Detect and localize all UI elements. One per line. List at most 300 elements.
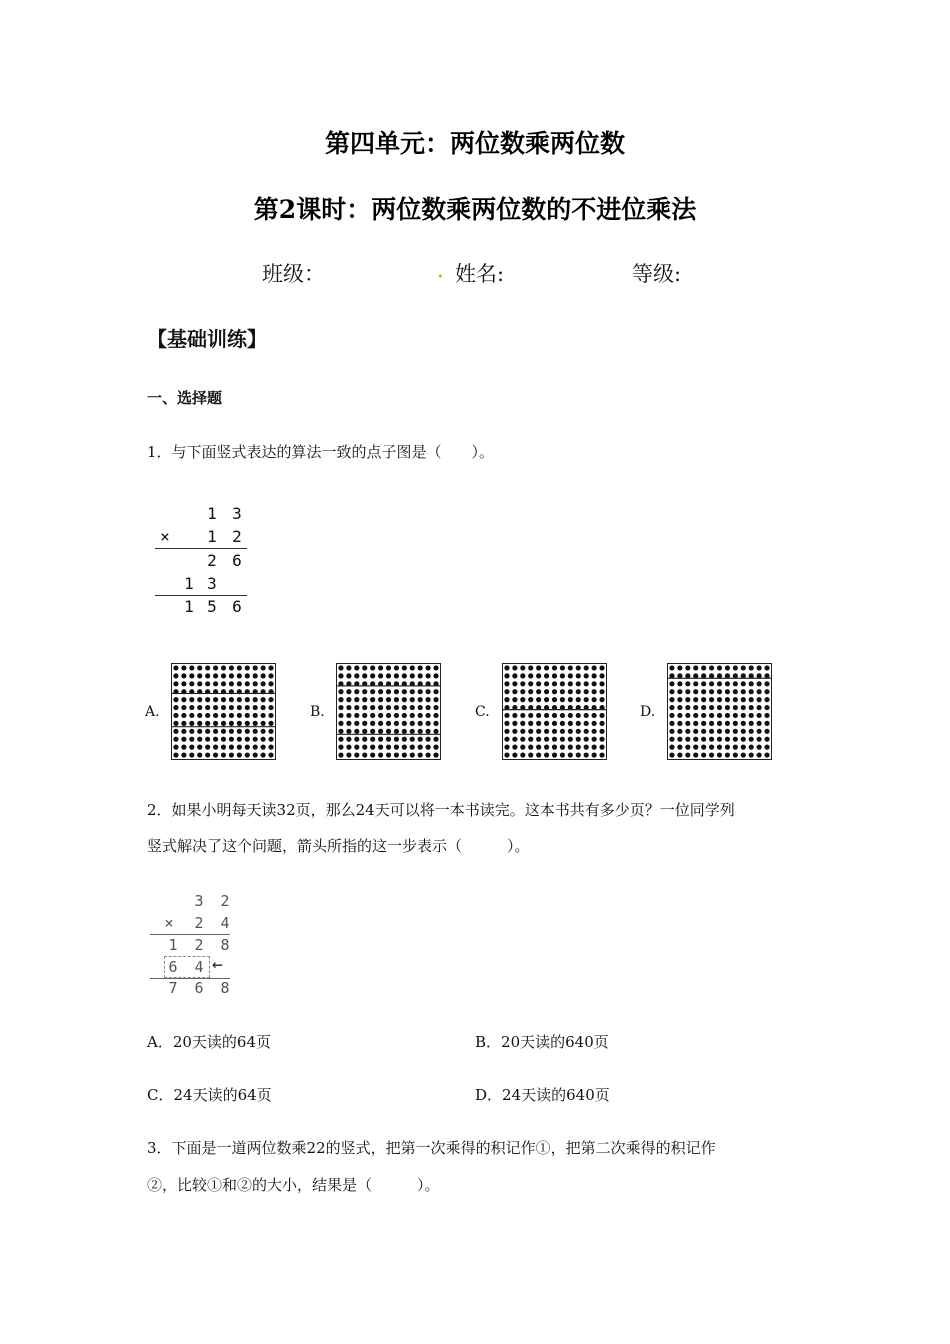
dot — [213, 681, 218, 686]
dot — [568, 665, 573, 670]
dot — [576, 752, 581, 757]
dot — [568, 689, 573, 694]
dot — [189, 705, 194, 710]
dot — [426, 689, 431, 694]
dot — [764, 689, 769, 694]
dot — [560, 729, 565, 734]
dot — [205, 681, 210, 686]
dot — [213, 665, 218, 670]
q1-digit: 3 — [207, 574, 217, 593]
dot — [338, 665, 343, 670]
dot — [410, 705, 415, 710]
multiply-sign: × — [160, 527, 170, 546]
dot — [402, 673, 407, 678]
dot-pattern — [337, 664, 440, 759]
dot-grid-c[interactable] — [502, 663, 607, 760]
dot — [520, 697, 525, 702]
dot — [189, 721, 194, 726]
dot — [253, 721, 258, 726]
dot — [576, 689, 581, 694]
dot — [386, 689, 391, 694]
dot — [338, 705, 343, 710]
dot — [520, 673, 525, 678]
dot — [402, 729, 407, 734]
dot — [592, 673, 597, 678]
dot — [378, 752, 383, 757]
dot — [181, 665, 186, 670]
q2-option-b[interactable]: B．20天读的640页 — [475, 1033, 609, 1051]
dot — [757, 665, 762, 670]
dot — [725, 745, 730, 750]
dot — [418, 737, 423, 742]
dot — [386, 745, 391, 750]
dot — [599, 681, 604, 686]
dot — [512, 665, 517, 670]
dot — [394, 689, 399, 694]
dot — [560, 752, 565, 757]
dot — [544, 697, 549, 702]
dot — [749, 713, 754, 718]
dot — [749, 705, 754, 710]
dot — [544, 721, 549, 726]
q2-vertical-calc — [148, 890, 258, 1000]
dot — [512, 697, 517, 702]
dot — [205, 665, 210, 670]
dot — [733, 681, 738, 686]
dot — [229, 713, 234, 718]
dot — [552, 673, 557, 678]
dot — [253, 665, 258, 670]
dot — [418, 673, 423, 678]
dot — [354, 729, 359, 734]
q1-digit: 5 — [207, 597, 217, 616]
dot — [253, 713, 258, 718]
dot — [426, 697, 431, 702]
dot — [197, 729, 202, 734]
dot — [685, 665, 690, 670]
grade-label: 等级: — [632, 262, 682, 286]
q1-digit: 1 — [184, 574, 194, 593]
dot — [709, 752, 714, 757]
q2-option-c[interactable]: C．24天读的64页 — [147, 1086, 272, 1104]
dot — [426, 745, 431, 750]
dot — [253, 729, 258, 734]
dot — [173, 697, 178, 702]
dot — [229, 721, 234, 726]
dot — [599, 697, 604, 702]
option-c-label[interactable]: C. — [475, 704, 490, 720]
dot — [346, 705, 351, 710]
dot — [370, 689, 375, 694]
dot — [394, 752, 399, 757]
dot — [528, 745, 533, 750]
dot — [512, 745, 517, 750]
dot — [213, 705, 218, 710]
dot — [261, 697, 266, 702]
dot — [669, 665, 674, 670]
dot — [677, 689, 682, 694]
dot — [717, 689, 722, 694]
dot — [245, 705, 250, 710]
dot — [520, 752, 525, 757]
dot — [229, 681, 234, 686]
dot — [544, 745, 549, 750]
dot — [693, 689, 698, 694]
dot — [268, 705, 273, 710]
dot — [568, 752, 573, 757]
dot — [749, 665, 754, 670]
q2-digit: 8 — [220, 979, 230, 997]
dot — [229, 673, 234, 678]
dot — [749, 721, 754, 726]
dot — [402, 752, 407, 757]
dot — [173, 729, 178, 734]
dot — [354, 737, 359, 742]
dot — [354, 689, 359, 694]
dot — [520, 713, 525, 718]
dot — [504, 665, 509, 670]
dot — [560, 721, 565, 726]
dot — [576, 665, 581, 670]
dot — [599, 689, 604, 694]
dot-pattern — [503, 664, 606, 759]
question-2-line-2: 竖式解决了这个问题，箭头所指的这一步表示（ ）。 — [147, 837, 530, 855]
q1-digit: 2 — [207, 551, 217, 570]
dot — [552, 681, 557, 686]
dot — [338, 713, 343, 718]
dot — [709, 697, 714, 702]
dot — [261, 729, 266, 734]
dot — [394, 745, 399, 750]
dot — [338, 737, 343, 742]
dot — [677, 752, 682, 757]
option-d-label[interactable]: D. — [640, 704, 656, 720]
dot — [261, 713, 266, 718]
dot — [433, 745, 438, 750]
dot — [669, 752, 674, 757]
dot — [560, 689, 565, 694]
q1-digit: 1 — [184, 597, 194, 616]
dot — [757, 752, 762, 757]
dot — [733, 689, 738, 694]
q2-option-d[interactable]: D．24天读的640页 — [475, 1086, 610, 1104]
dot — [701, 752, 706, 757]
dot — [354, 745, 359, 750]
dot — [213, 673, 218, 678]
dot — [669, 745, 674, 750]
dot — [536, 745, 541, 750]
dot — [528, 673, 533, 678]
dot — [253, 737, 258, 742]
dot — [268, 729, 273, 734]
dot — [213, 745, 218, 750]
dot — [693, 681, 698, 686]
dot — [725, 729, 730, 734]
dot — [197, 681, 202, 686]
dot — [394, 713, 399, 718]
dot — [378, 705, 383, 710]
dot — [504, 681, 509, 686]
dot — [205, 713, 210, 718]
dot — [394, 705, 399, 710]
dot — [370, 721, 375, 726]
dot — [749, 745, 754, 750]
dot — [701, 705, 706, 710]
q1-digit: 6 — [232, 551, 242, 570]
dot — [418, 665, 423, 670]
dot — [237, 665, 242, 670]
dot — [536, 665, 541, 670]
dot — [346, 697, 351, 702]
dot — [669, 689, 674, 694]
dot — [394, 721, 399, 726]
dot — [764, 665, 769, 670]
dot — [669, 713, 674, 718]
dot — [709, 737, 714, 742]
dot — [229, 745, 234, 750]
dot — [677, 681, 682, 686]
dot — [197, 697, 202, 702]
dot — [245, 721, 250, 726]
option-a-label[interactable]: A. — [145, 704, 160, 720]
dot — [669, 721, 674, 726]
dot — [576, 697, 581, 702]
dot — [552, 689, 557, 694]
dot — [693, 745, 698, 750]
dot — [709, 745, 714, 750]
dot — [173, 665, 178, 670]
dot — [418, 689, 423, 694]
dot — [741, 721, 746, 726]
dot — [536, 713, 541, 718]
dot — [520, 681, 525, 686]
dot — [709, 705, 714, 710]
dot — [701, 697, 706, 702]
dot — [213, 721, 218, 726]
dot — [552, 752, 557, 757]
dot — [749, 681, 754, 686]
dot — [402, 705, 407, 710]
dot — [197, 752, 202, 757]
dot — [576, 745, 581, 750]
dot — [592, 752, 597, 757]
dot — [520, 721, 525, 726]
dot — [528, 721, 533, 726]
dot — [181, 673, 186, 678]
dot — [757, 721, 762, 726]
dot — [584, 721, 589, 726]
q1-digit: 6 — [232, 597, 242, 616]
dot-grid-d[interactable] — [667, 663, 772, 760]
dot — [189, 729, 194, 734]
dot — [669, 737, 674, 742]
dot — [189, 745, 194, 750]
dot — [741, 689, 746, 694]
arrow-icon: ← — [212, 954, 223, 975]
dot — [599, 673, 604, 678]
dot — [599, 721, 604, 726]
dot — [354, 721, 359, 726]
dot — [245, 752, 250, 757]
dot — [229, 705, 234, 710]
dot — [568, 697, 573, 702]
dot — [386, 705, 391, 710]
dot — [394, 665, 399, 670]
dot — [536, 752, 541, 757]
dot — [346, 713, 351, 718]
dot — [205, 745, 210, 750]
dot — [402, 721, 407, 726]
dot-grid-a[interactable] — [171, 663, 276, 760]
dot — [717, 729, 722, 734]
dot — [717, 681, 722, 686]
dot — [749, 752, 754, 757]
dot — [544, 752, 549, 757]
dot — [229, 697, 234, 702]
q2-digit: 3 — [194, 892, 204, 910]
dot — [386, 729, 391, 734]
dot — [229, 665, 234, 670]
dot-grid-b[interactable] — [336, 663, 441, 760]
dot — [173, 681, 178, 686]
option-b-label[interactable]: B. — [310, 704, 325, 720]
dot — [433, 729, 438, 734]
dot — [560, 737, 565, 742]
dot — [362, 721, 367, 726]
dot — [221, 673, 226, 678]
dot — [552, 745, 557, 750]
dot — [512, 681, 517, 686]
dot — [245, 697, 250, 702]
dot — [402, 737, 407, 742]
dot — [733, 713, 738, 718]
question-2-line-1: 2．如果小明每天读32页，那么24天可以将一本书读完。这本书共有多少页？一位同学列 — [147, 801, 735, 819]
dot — [237, 721, 242, 726]
dot — [245, 745, 250, 750]
dot — [560, 713, 565, 718]
dot — [584, 673, 589, 678]
dot — [693, 729, 698, 734]
dot — [733, 665, 738, 670]
q2-digit: 4 — [194, 958, 204, 976]
dot — [669, 697, 674, 702]
dot — [197, 705, 202, 710]
dot — [229, 729, 234, 734]
dot — [346, 665, 351, 670]
dot — [261, 681, 266, 686]
dot — [268, 737, 273, 742]
dot — [504, 729, 509, 734]
dot — [237, 713, 242, 718]
dot — [362, 665, 367, 670]
dot — [677, 665, 682, 670]
dot — [599, 737, 604, 742]
dot — [757, 737, 762, 742]
dot — [733, 752, 738, 757]
dot — [370, 745, 375, 750]
dot — [433, 713, 438, 718]
dot — [669, 681, 674, 686]
dot — [213, 737, 218, 742]
q2-digit: 6 — [168, 958, 178, 976]
dot — [197, 737, 202, 742]
dot — [701, 737, 706, 742]
dot — [378, 673, 383, 678]
dot — [733, 729, 738, 734]
dot — [504, 673, 509, 678]
dot — [189, 681, 194, 686]
dot — [677, 745, 682, 750]
dot — [677, 729, 682, 734]
dot — [592, 729, 597, 734]
dot — [253, 681, 258, 686]
dot — [245, 713, 250, 718]
dot — [181, 713, 186, 718]
dot — [237, 729, 242, 734]
dot — [378, 689, 383, 694]
dot — [512, 729, 517, 734]
dot — [536, 729, 541, 734]
question-3-line-1: 3．下面是一道两位数乘22的竖式，把第一次乘得的积记作①，把第二次乘得的积记作 — [147, 1139, 716, 1157]
dot — [536, 697, 541, 702]
dot — [512, 721, 517, 726]
dot — [512, 713, 517, 718]
dot — [677, 697, 682, 702]
dot — [717, 745, 722, 750]
dot — [354, 713, 359, 718]
dot — [544, 729, 549, 734]
dot — [181, 737, 186, 742]
dot — [410, 737, 415, 742]
dot — [512, 737, 517, 742]
dot — [410, 665, 415, 670]
dot — [764, 697, 769, 702]
q1-vertical-calc — [150, 500, 260, 620]
dot — [346, 729, 351, 734]
dot — [261, 745, 266, 750]
dot — [536, 737, 541, 742]
dot — [268, 697, 273, 702]
dot — [426, 665, 431, 670]
dot — [354, 673, 359, 678]
dot — [592, 681, 597, 686]
dot — [410, 721, 415, 726]
dot — [512, 689, 517, 694]
dot — [197, 673, 202, 678]
name-label: 姓名: — [455, 262, 505, 286]
dot — [520, 689, 525, 694]
dot — [268, 673, 273, 678]
dot — [418, 745, 423, 750]
dot — [504, 721, 509, 726]
dot — [536, 681, 541, 686]
dot — [757, 681, 762, 686]
dot — [504, 745, 509, 750]
dot — [410, 697, 415, 702]
dot — [725, 737, 730, 742]
dot — [221, 737, 226, 742]
dot — [346, 745, 351, 750]
dot — [757, 705, 762, 710]
dot — [268, 752, 273, 757]
dot — [394, 673, 399, 678]
dot — [685, 705, 690, 710]
dot — [433, 665, 438, 670]
dot — [433, 737, 438, 742]
dot — [370, 665, 375, 670]
q1-digit: 1 — [207, 527, 217, 546]
q2-option-a[interactable]: A．20天读的64页 — [147, 1033, 272, 1051]
